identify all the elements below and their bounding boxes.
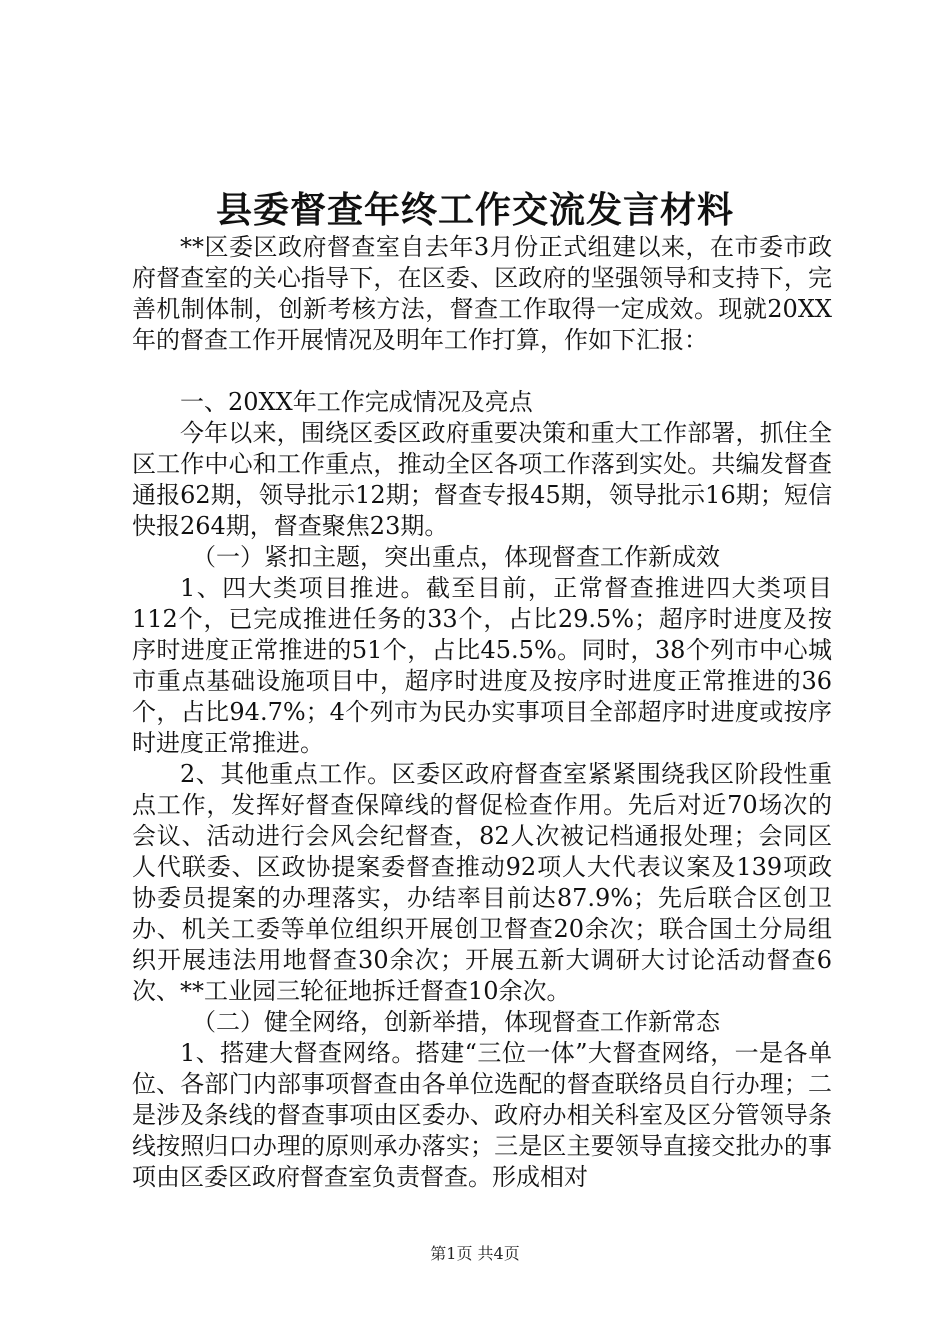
subsection-heading-2: （二）健全网络，创新举措，体现督查工作新常态 [192,1008,720,1036]
intro-paragraph: **区委区政府督查室自去年3月份正式组建以来，在市委市政府督查室的关心指导下，在区委、区政府的坚强领导和支持下，完善机制体制，创新考核方法，督查工作取得一定成效。现就20XX年的督查工作开展情况及明年工作打算，作如下汇报： [132,233,832,354]
page-indicator: 第1页 共4页 [430,1244,520,1263]
paragraph-spacer [132,356,832,387]
subsection-1-item-1: 1、四大类项目推进。截至目前，正常督查推进四大类项目112个，已完成推进任务的33个，占比29.5%；超序时进度及按序时进度正常推进的51个，占比45.5%。同时，38个列市中心城市重点基础设施项目中，超序时进度及按序时进度正常推进的36个，占比94.7%；4个列市为民办实事项目全部超序时进度或按序时进度正常推进。 [132,574,832,757]
subsection-2-item-1: 1、搭建大督查网络。搭建“三位一体”大督查网络，一是各单位、各部门内部事项督查由各单位选配的督查联络员自行办理；二是涉及条线的督查事项由区委办、政府办相关科室及区分管领导条线按照归口办理的原则承办落实；三是区主要领导直接交批办的事项由区委区政府督查室负责督查。形成相对 [132,1039,832,1191]
subsection-heading-1: （一）紧扣主题，突出重点，体现督查工作新成效 [192,543,720,571]
section-1-paragraph: 今年以来，围绕区委区政府重要决策和重大工作部署，抓住全区工作中心和工作重点，推动全区各项工作落到实处。共编发督查通报62期，领导批示12期；督查专报45期，领导批示16期；短信快报264期，督查聚焦23期。 [132,419,832,540]
subsection-1-item-2: 2、其他重点工作。区委区政府督查室紧紧围绕我区阶段性重点工作，发挥好督查保障线的督促检查作用。先后对近70场次的会议、活动进行会风会纪督查，82人次被记档通报处理；会同区人代联委、区政协提案委督查推动92项人大代表议案及139项政协委员提案的办理落实，办结率目前达87.9%；先后联合区创卫办、机关工委等单位组织开展创卫督查20余次；联合国土分局组织开展违法用地督查30余次；开展五新大调研大讨论活动督查6次、**工业园三轮征地拆迁督查10余次。 [132,760,832,1005]
document-title: 县委督查年终工作交流发言材料 [215,189,734,231]
document-body [132,232,832,1193]
section-heading-1: 一、20XX年工作完成情况及亮点 [180,388,533,416]
